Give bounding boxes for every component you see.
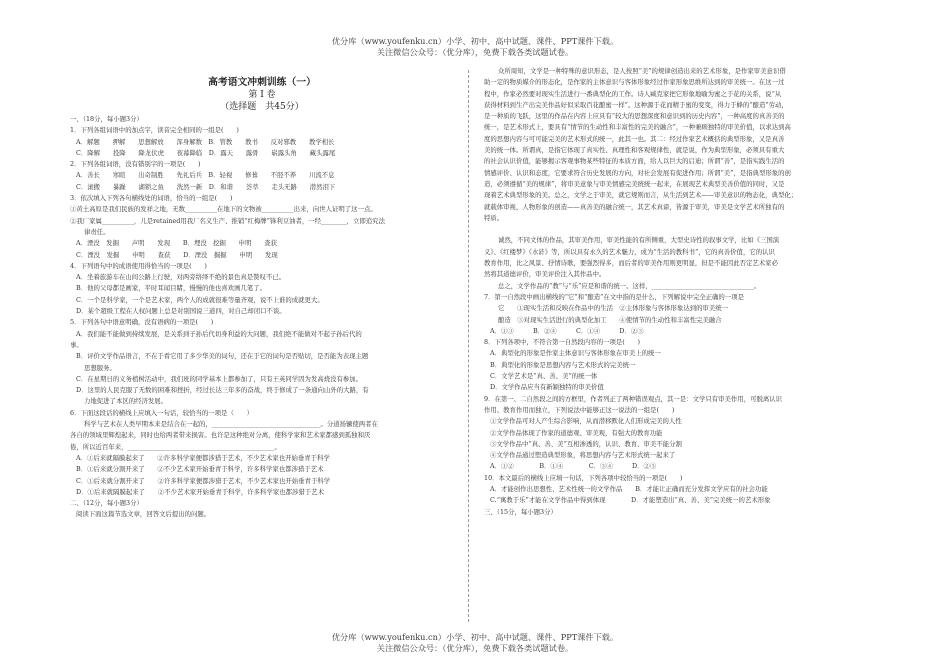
left-line: D．某个超级工程在人权问题上总是对别国说三道四，对自己却闭口不谈。 xyxy=(76,307,286,316)
right-line: ②文学作品体现了作家的道德观、审美观，有强大的教育功能 xyxy=(490,428,663,437)
left-line: A．湮没 发掘 声明 发现 B．埋没 挖掘 申明 查获 xyxy=(76,239,278,248)
left-line: 事。 xyxy=(70,340,83,349)
right-line: ①文学作品可对人产生综合影响，从而潜移默化人们形成完美的人性 xyxy=(490,417,682,426)
right-line: 三、（15分，每小题3分） xyxy=(484,507,557,516)
header-banner-line-1: 优分库（www.youfenku.cn）小学、初中、高中试题、课件、PPT课件下载。 xyxy=(331,36,619,46)
left-column xyxy=(70,66,454,521)
right-line: A．典型化的形象是作家主体意识与客体形象在审美上的统一 xyxy=(490,349,661,358)
left-line: D．这里的人民克服了无数的困难和挫折，经过长达三年多的奋战，终于修成了一条通向山外的大路，有 xyxy=(76,386,369,395)
left-line: 1．下列各组词语中的加点字，读音完全相同的一组是( ) xyxy=(70,126,239,135)
right-line: 它 ①现实生活和反映在作品中的生活 ②主体形象与客体形象达到的审美统一 xyxy=(498,304,729,313)
left-line: 律责任。 xyxy=(84,227,110,236)
header-banner-line-2: 关注微信公众号：（优分库），免费下载各类试题试卷。 xyxy=(376,47,574,57)
left-line: C．一个是科学家，一个是艺术家，两个人的成就很难等量齐观，说不上谁的成就更大。 xyxy=(76,295,324,304)
exam-title: 高考语文冲刺训练（一） xyxy=(208,77,316,88)
left-line: 5．下列各句中语意明确，没有语病的一项是( ) xyxy=(70,318,214,327)
right-line: 义》、《红楼梦》《水浒》等，所以具有永久的艺术魅力，成为“生活的教科书”，它的真善价值，它的认识 xyxy=(484,247,775,256)
right-line: 造，必须遵循“美的规律”，将审美意象与审美情感完美统统一起来，在展现艺术典型美善价值的同时，又是 xyxy=(484,179,785,188)
right-line: 程中，作家必然要对现实生活进行一番典型化的工作。诗人臧克家把它形象地喻为蜜之于花的关系，说“从 xyxy=(484,89,782,98)
left-line: C．滚搬 暴躁 湖锁之鱼 洗然一新 D．和谐 荟萃 走头无路 潜然泪下 xyxy=(76,182,336,191)
right-line: 美的统一体。所谓真，是指它体现了真实性、真理性和客观规律性，就是说，作为典型形象，必须具有重大 xyxy=(484,146,785,155)
right-line: C．文学艺术是“真、善、美”的统一体 xyxy=(490,372,598,381)
footer-banner-line-2: 关注微信公众号：（优分库），免费下载各类试题试卷。 xyxy=(376,643,574,653)
right-line: 统一，是艺术形式上，要具有“情节的生动性和丰富性的完美的融合”，一种兼顾独特的审美价值，以求达到高 xyxy=(484,123,791,132)
right-line: 的社会认识价值，能够揭示客观事物某些特征的本质方面，给人以巨大的启迪；所谓“善”，是指实践生活的 xyxy=(484,157,785,166)
volume-label: 第 Ⅰ 卷 xyxy=(248,90,276,100)
right-line: 诚然，不同文体的作品，其审美作用，审美性能的有所侧重，大型史诗性的叙事文学，比如《三国演 xyxy=(498,236,780,245)
left-line: 3．依次填入下列各句横线处的词语，恰当的一组是( ) xyxy=(70,194,233,203)
left-line: 6．下面这段话的横线上应填入一句话，较恰当的一项是（ ） xyxy=(70,408,254,417)
right-line: 就载体审视，人物形象的创造——真善美的融合统一，其艺术真谛，皆源于审美，审美是文学艺术所独有的 xyxy=(484,202,785,211)
left-line: 力地促进了本区的经济发展。 xyxy=(84,397,168,406)
left-line: B．评价文学作品语言，不在于看它用了多少华美的词句，还在于它的词句是否贴切，是否能为表现主题 xyxy=(76,352,369,361)
right-line: C.“寓教于乐”才能在文学作品中得到体现 D．才能塑造出“真、善、美”完美统一的艺术形象 xyxy=(490,496,771,505)
left-line: D．①后来就隔膜起来了 ②不少艺术家开始垂青于科学，许多科学家也都涉猎于艺术 xyxy=(76,487,324,496)
left-line: 一、（18分，每小题3分） xyxy=(70,115,143,123)
left-line: 倦，所以近百年来，______________________________________________。 xyxy=(70,442,281,451)
left-line: ①黄土高原是我们民族的发祥之地，无数__________在地下的文物被__________出来，向世人证明了这一点。 xyxy=(70,205,377,214)
right-line: 10．本文最后的横线上应填一句话，下列各项中较恰当的一项是( ) xyxy=(484,473,683,482)
left-line: 二、（12分，每小题3分） xyxy=(70,499,143,508)
left-line: A．我们能不能做到持续发展，是关系到子孙后代切身利益的大问题，我们绝不能做对不起子孙后代的 xyxy=(76,329,362,338)
left-line: C．湮没 发掘 申明 查获 D．湮没 掘掘 申明 发现 xyxy=(76,250,278,259)
right-line xyxy=(484,224,876,235)
left-line: 各自的领域里辉煌起来，同时也给两者带来损害。也许是这种绝对分离，使科学家和艺术家都感到孤独和厌 xyxy=(70,431,371,440)
left-line: 2．下列各组词语，没有错别字的一项是( ) xyxy=(70,160,201,169)
right-line: 获得材料到生产出完美作品好似采取百花酿蜜一样”。这种源于花而精于蜜的变变，得力于蜂的“酿造”劳动， xyxy=(484,100,788,109)
right-line: 酿造 ③对现实生活进行的典型化加工 ④使情节的生动性和丰富性完美融合 xyxy=(498,315,722,324)
right-line: 助一定的物质媒介的形态化，是作家的主体意识与客体形象经过作家形象思维所达到的审美统一。在这一过 xyxy=(484,78,785,87)
left-line: 4．下列语句中的成语使用得恰当的一项是( ) xyxy=(70,261,207,270)
footer-banner xyxy=(0,632,950,654)
right-line: B．典型化的形象是思想内容与艺术形式的完美统一 xyxy=(490,360,636,369)
right-line: 9．在第一、二自然段之间的方框里，作者列正了两种错误观点，其一是：文学只有审美作用，可脱离认识 xyxy=(484,394,783,403)
right-line: 特质。 xyxy=(484,213,504,222)
right-line: 8．下列各项中，不符合第一自然段内容的一项是( ) xyxy=(484,338,641,347)
left-line: A．①后来就隔膜起来了 ②许多科学家便都涉猎于艺术，不少艺术家也开始垂青于科学 xyxy=(76,453,330,462)
right-line: 度的思想内容与可可能完美的艺术形式的统一，此其一也。其二：经过作家艺术概括的典型形象，又是真善 xyxy=(484,134,785,143)
header-banner xyxy=(0,36,950,58)
left-line: C．①后来就分割开来了 ②许多科学家便都涉猎于艺术，不少艺术家也开始垂青于科学 xyxy=(76,476,331,485)
right-line: D．文学作品应当有新颖独特的审美价值 xyxy=(490,383,604,392)
right-line: 总之，文学作品的“教”与“乐”应是和谐的统一。这样，________________________________。 xyxy=(498,281,761,290)
left-line: A．解题 押解 思想解放 浑身解数 B．管教 教书 反对邪教 教学相长 xyxy=(76,137,335,146)
right-line: A．才能创作出思想性、艺术性统一的文学作品 B．才能让正确而充分发挥文学应有的社会功能 xyxy=(490,484,768,493)
right-line: A．①③ B．②④ C．①④ D．②③ xyxy=(490,326,644,335)
section-label: （选择题 共45分） xyxy=(220,102,304,112)
right-line: ③文学作品中“真、善、美”互相渗透的，认识、教育、审美不能分割 xyxy=(490,439,682,448)
left-line: C．降解 投降 降龙伏虎 夜幕降临 D．露天 露骨 崭露头角 藏头露尾 xyxy=(76,148,336,157)
right-line: 作用、教育作用而独立，下列说法中能够正这一说法的一组是( ) xyxy=(484,405,675,414)
right-line: 教育作用，比之风景、抒情诗歌，要强烈得多，而后者的审美作用则更明显，但是不能因此否定艺术家必 xyxy=(484,259,778,268)
footer-banner-line-1: 优分库（www.youfenku.cn）小学、初中、高中试题、课件、PPT课件下载。 xyxy=(331,632,619,642)
right-passage-text xyxy=(484,66,876,518)
left-line: B．他的父母都是画家，平时耳闻目睹，慢慢的他也喜欢画几笔了。 xyxy=(76,284,267,293)
right-line: 现着艺术典型形象的美。总之，文学之于审美，就它规则而言，从生活到艺术——审美意识的物态化，典型化； xyxy=(484,191,798,200)
right-line: ④文学作品通过塑造典型形象，将思想内容与艺术形式统一起来了 xyxy=(490,451,676,460)
left-line: 思想服务。 xyxy=(84,363,116,372)
left-line: A．坐着旅游车在山间公路上行驶，对两旁络绎不绝的景色真是赞叹不已。 xyxy=(76,273,286,282)
column-divider xyxy=(468,70,469,622)
left-line: 阅读下面这篇节选文章，回答文后提出的问题。 xyxy=(76,510,211,519)
left-line: A．善长 寒暄 出奇制胜 先礼后兵 B．轻视 修葺 不胫不养 川流不息 xyxy=(76,171,335,180)
left-line: B．①后来就分割开来了 ②不少艺术家开始垂青于科学，许多科学家也都涉猎于艺术 xyxy=(76,465,324,474)
right-line: 7．第一自然段中画出横线的“它”和“酿造”在文中指的是什么，下列解说中完全正确的一项是 xyxy=(484,292,744,301)
left-line: C．在星期日的义务植树活动中，我们班的同学基本上都参加了，只有王英同学因为发高烧没有参加。 xyxy=(76,374,363,383)
right-line: 情感评价、认识和态度，它要求符合历史发展的方向，对社会发展有促进作用；所谓“美”，是指典型形象的创 xyxy=(484,168,791,177)
left-line: 科学与艺术在人类早期本来是结合在一起的，__________________________________。分道扬镳使两者在 xyxy=(84,420,378,429)
right-column xyxy=(484,66,876,518)
right-line: A．①② B．①④ C．③④ D．②③ xyxy=(490,462,657,471)
left-line: ②我厂家属__________，儿是retained用我厂名义生产、推销“红梅牌”锋利豆油者，一经________，立即追究法 xyxy=(70,216,385,225)
left-question-text xyxy=(70,114,454,521)
right-line: 众所周知，文学是一种特殊的意识形态，是人按照“美”的规律创造出来的艺术形象，是作家审美意识借 xyxy=(498,67,786,75)
right-line: 是一种质的飞跃，这里的作品在内容上应具有“较大的思想深度和意识到的历史内容”，一种高度的真善美的 xyxy=(484,112,785,121)
right-line: 然将其道德评价，审美评价注入其作品中。 xyxy=(484,270,606,279)
